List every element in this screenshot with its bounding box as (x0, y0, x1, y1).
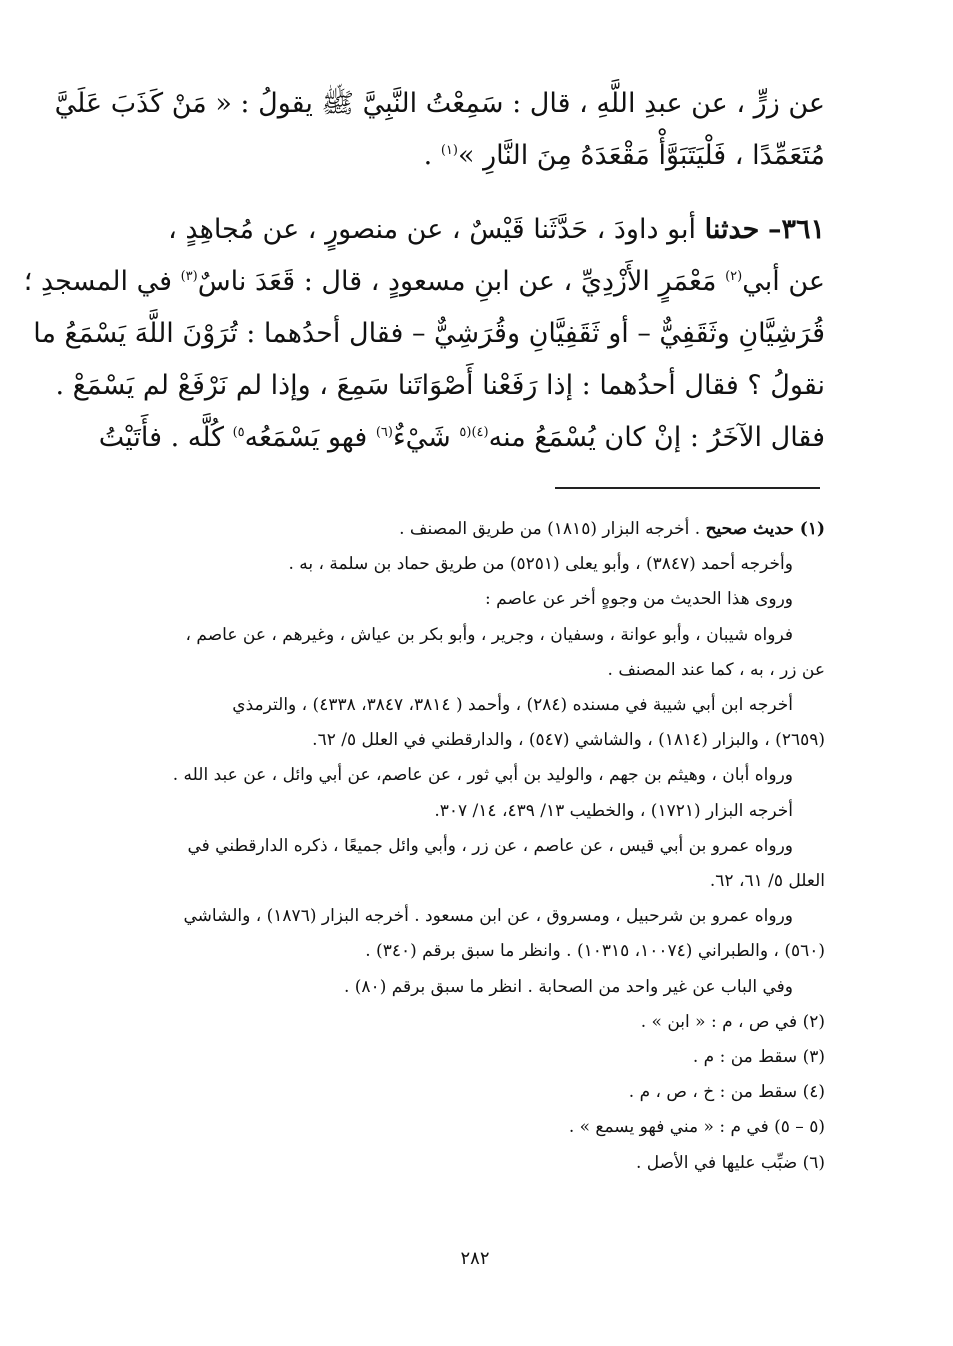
text-run: أبو داودَ ، حَدَّثَنا قَيْسٌ ، عن منصورٍ ، عن مُجاهِدٍ ، (168, 214, 705, 245)
text-run: مُتَعَمِّدًا ، فَلْيَتَبَوَّأْ مَقْعَدَهُ مِنَ النَّارِ » (457, 140, 825, 171)
footnote-line: فرواه شيبان ، وأبو عوانة ، وسفيان ، وجرير ، وأبو بكر بن عياش ، وغيرهم ، عن عاصم ، (185, 624, 793, 645)
text-run: في المسجدِ ؛ (23, 266, 181, 297)
footnote-marker-4[interactable]: (٤) (471, 425, 489, 440)
text-run: قُرَشِيَّانِ وثَقَفِيٌّ – أو ثَقَفِيَّانِ وقُرَشِيٌّ – فقال أحدُهما : تُرَوْنَ اللَّهَ يَسْمَعُ ما (33, 318, 825, 349)
footnote-line: العلل ٥/ ٦١، ٦٢. (709, 871, 825, 892)
footnote-line: ورواه عمرو بن أبي قيس ، عن عاصم ، عن زر ، وأبي وائل جميعًا ، ذكره الدارقطني في (187, 835, 793, 856)
footnote-5: (٥ – ٥) في م : « مني فهو يسمع » . (568, 1117, 825, 1138)
footnote-line: وروى هذا الحديث من وجوهٍ أخر عن عاصم : (485, 589, 793, 610)
hadith-lead: حدثنا (704, 214, 760, 245)
footnote-text: . أخرجه البزار (١٨١٥) من طريق المصنف . (399, 519, 706, 539)
footnote-line: أخرجه ابن أبي شيبة في مسنده (٢٨٤) ، وأحمد ( ٣٨١٤، ٣٨٤٧، ٤٣٣٨) ، والترمذي (232, 695, 793, 716)
footnote-line: وفي الباب عن غير واحد من الصحابة . انظر ما سبق برقم (٨٠) . (343, 976, 793, 997)
text-run: فقال الآخَرُ : إنْ كان يُسْمَعُ منه (488, 422, 825, 453)
footnote-separator (555, 487, 820, 489)
text-line (23, 256, 825, 308)
footnote-line: عن زر ، به ، كما عند المصنف . (607, 659, 825, 680)
text-line (100, 204, 825, 256)
text-line (55, 360, 825, 412)
text-line (54, 78, 825, 130)
footnote-line: (٥٦٠) ، والطبراني (١٠٠٧٤، ١٠٣١٥) . وانظر ما سبق برقم (٣٤٠) . (365, 941, 825, 962)
paragraph-hadith-361 (23, 204, 825, 464)
footnote-marker-3[interactable]: (٣) (180, 269, 198, 284)
text-line (100, 130, 825, 182)
footnotes (100, 512, 825, 1181)
footnote-line: (٢٦٥٩) ، والبزار (١٨١٤) ، والشاشي (٥٤٧) ، والدارقطني في العلل ٥/ ٦٢. (312, 730, 825, 751)
main-text (23, 78, 825, 464)
text-run: . (423, 140, 441, 171)
footnote-6: (٦) ضبِّب عليها في الأصل . (635, 1152, 825, 1173)
text-run: عن أبي (742, 266, 825, 297)
footnote-3: (٣) سقط من : م . (692, 1047, 825, 1068)
footnote-line: وأخرجه أحمد (٣٨٤٧) ، وأبو يعلى (٥٢٥١) من طريق حماد بن سلمة ، به . (288, 554, 793, 575)
footnote-line: ورواه أبان ، وهيثم بن جهم ، والوليد بن أبي ثور ، عن عاصم، عن أبي وائل ، عن عبد الله . (172, 765, 793, 786)
footnote-1 (100, 512, 825, 547)
footnote-4: (٤) سقط من : خ ، ص ، م . (628, 1082, 825, 1103)
page-number: ٢٨٢ (460, 1248, 490, 1269)
text-line (100, 412, 825, 464)
text-run: فهو يَسْمَعُه (244, 422, 376, 453)
text-run: مَعْمَرٍ الأَزْدِيِّ ، عن ابنِ مسعودٍ ، قال : قَعَدَ ناسٌ (197, 266, 726, 297)
text-run: كُلَّه . فأَتَيْتُ (98, 422, 233, 453)
hadith-number: ٣٦١– (767, 214, 825, 245)
footnote-marker-1[interactable]: (١) (440, 143, 458, 158)
text-run: شَيْءٌ (392, 422, 460, 453)
footnote-1-label: (١) حديث صحيح (705, 519, 825, 539)
footnote-2: (٢) في ص ، م : « ابن » . (640, 1011, 825, 1032)
footnote-marker-5-open[interactable]: (٥ (459, 425, 472, 440)
text-line (33, 308, 825, 360)
footnote-line: أخرجه البزار (١٧٢١) ، والخطيب ١٣/ ٤٣٩، ١٤/ ٣٠٧. (434, 800, 793, 821)
footnote-line: ورواه عمرو بن شرحبيل ، ومسروق ، عن ابن مسعود . أخرجه البزار (١٨٧٦) ، والشاشي (183, 906, 793, 927)
text-run: عن زرٍّ ، عن عبدِ اللَّهِ ، قال : سَمِعْتُ النَّبِيَّ ﷺ يقولُ : « مَنْ كَذَبَ عَلَيَّ (54, 88, 825, 119)
paragraph-hadith-360-end (54, 78, 825, 182)
footnote-marker-5-close[interactable]: ٥) (232, 425, 245, 440)
footnote-marker-6[interactable]: (٦) (375, 425, 393, 440)
text-run: نقولُ ؟ فقال أحدُهما : إذا رَفَعْنا أَصْوَاتَنا سَمِعَ ، وإذا لم نَرْفَعْ لم يَسْمَعْ . (55, 370, 825, 401)
footnote-marker-2[interactable]: (٢) (725, 269, 743, 284)
